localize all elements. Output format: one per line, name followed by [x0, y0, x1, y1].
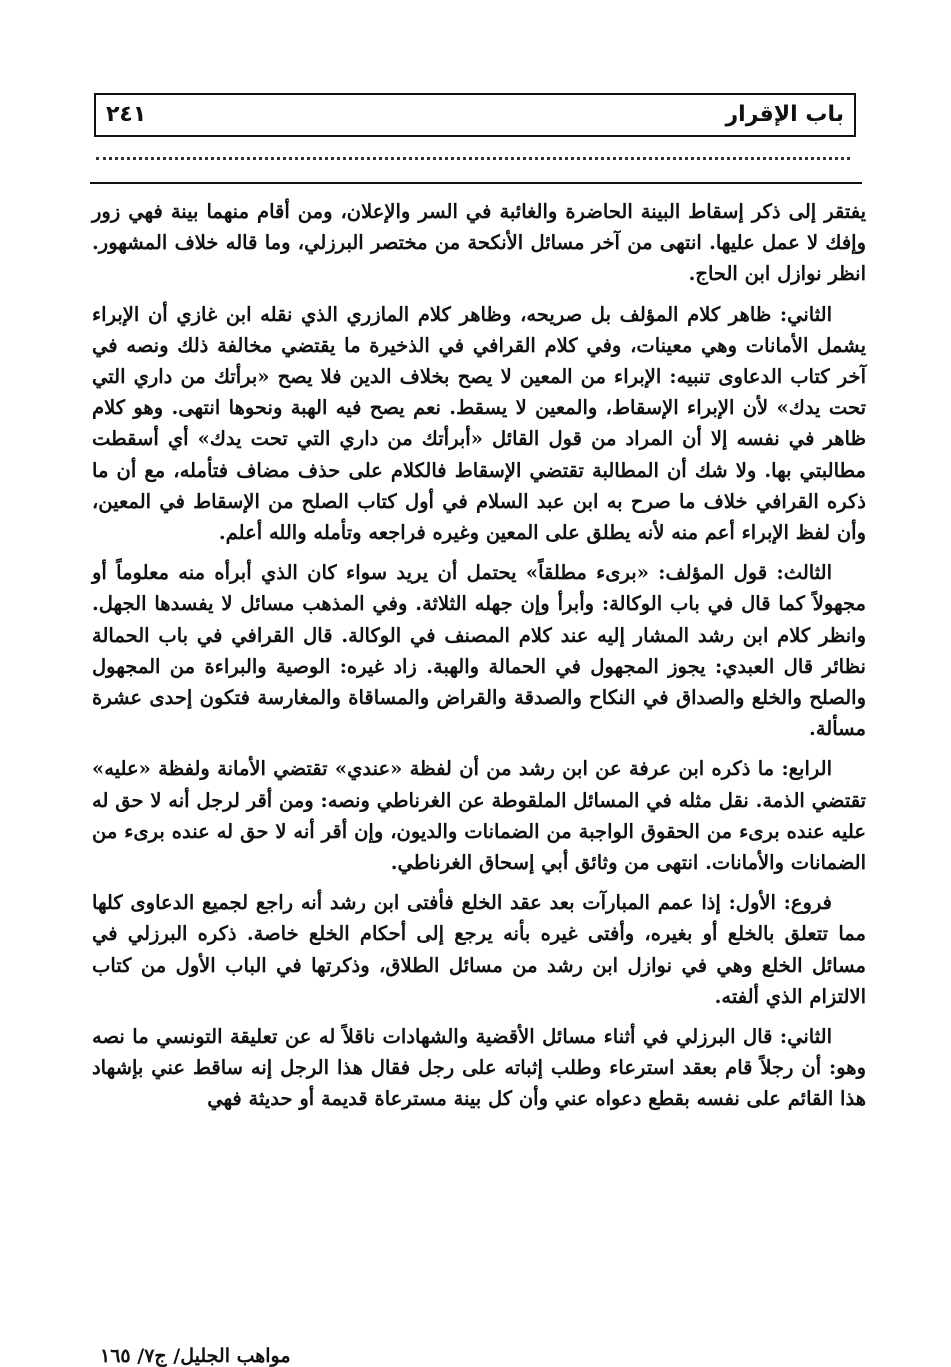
paragraph-continuation: يفتقر إلى ذكر إسقاط البينة الحاضرة والغائبة في السر والإعلان، ومن أقام منهما بينة فهي زور وإفك لا عمل عليها. انتهى من آخر مسائل الأنكحة من مختصر البرزلي، وما قاله خلاف المشهور. انظر نوازل ابن الحاج.: [92, 200, 866, 286]
chapter-title: باب الإقرار: [725, 102, 844, 127]
paragraph-fourth-point: الرابع: ما ذكره ابن عرفة عن ابن رشد من أن لفظة «عندي» تقتضي الأمانة ولفظة «عليه» تقتضي الذمة. نقل مثله في المسائل الملقوطة عن الغرناطي ونصه: ومن أقر لرجل أنه لا حق له عليه عنده برىء من الحقوق الواجبة من الضمانات والديون، وإن أقر أنه لا حق له عنده برىء من الضمانات والأمانات. انتهى من وثائق أبي إسحاق الغرناطي.: [92, 757, 866, 875]
dotted-separator: [96, 146, 850, 160]
running-header: [94, 93, 856, 137]
footer-signature: مواهب الجليل/ ج٧/ ١٦٥: [100, 1345, 291, 1367]
page-body: [92, 196, 866, 1124]
paragraph-second-point: الثاني: ظاهر كلام المؤلف بل صريحه، وظاهر كلام المازري الذي نقله ابن غازي أن الإبراء يشمل الأمانات وهي معينات، وفي كلام القرافي في الذخيرة ما يقتضي مخالفة ذلك ونصه في آخر كتاب الدعاوى تنبيه: الإبراء من المعين لا يصح بخلاف الدين فلا يصح «برأتك من داري التي تحت يدك» لأن الإبراء الإسقاط، والمعين لا يسقط. نعم يصح فيه الهبة ونحوها انتهى. وهو كلام ظاهر في نفسه إلا أن المراد من قول القائل «أبرأتك من داري التي تحت يدك» أي أسقطت مطالبتي بها. ولا شك أن المطالبة تقتضي الإسقاط فالكلام على حذف مضاف فتأمله، مع أن ما ذكره القرافي خلاف ما صرح به ابن عبد السلام في أول كتاب الصلح من الإسقاط في المعين، وأن لفظ الإبراء أعم منه لأنه يطلق على المعين وغيره فراجعه وتأمله والله أعلم.: [92, 302, 866, 545]
paragraph-branches-first: فروع: الأول: إذا عمم المبارآت بعد عقد الخلع فأفتى ابن رشد أنه راجع لجميع الدعاوى كلها مما تتعلق بالخلع أو بغيره، وأفتى غيره بأنه يرجع إلى أحكام الخلع خاصة. ذكره البرزلي في مسائل الخلع وهي في نوازل ابن رشد من مسائل الطلاق، وذكرتها في الباب الأول من كتاب الالتزام الذي ألفته.: [92, 891, 866, 1008]
page-number: ٢٤١: [106, 102, 147, 127]
header-rule: [90, 182, 862, 184]
paragraph-third-point: الثالث: قول المؤلف: «برىء مطلقاً» يحتمل أن يريد سواء كان الذي أبرأه منه معلوماً أو مجهولاً كما قال في باب الوكالة: وأبرأ وإن جهله الثلاثة. وفي المذهب مسائل لا يفسدها الجهل. وانظر كلام ابن رشد المشار إليه عند كلام المصنف في الوكالة. قال القرافي في باب الحمالة نظائر قال العبدي: يجوز المجهول في الحمالة والهبة. زاد غيره: الوصية والبراءة من المجهول والصلح والخلع والصداق في النكاح والصدقة والقراض والمساقاة والمغارسة فتكون إحدى عشرة مسألة.: [92, 561, 866, 741]
paragraph-branches-second: الثاني: قال البرزلي في أثناء مسائل الأقضية والشهادات ناقلاً له عن تعليقة التونسي ما نصه وهو: أن رجلاً قام بعقد استرعاء وطلب إثباته على رجل فقال هذا الرجل إنه ساقط عني بإشهاد هذا القائم على نفسه بقطع دعواه عني وأن كل بينة مسترعاة قديمة أو حديثة فهي: [92, 1025, 866, 1111]
